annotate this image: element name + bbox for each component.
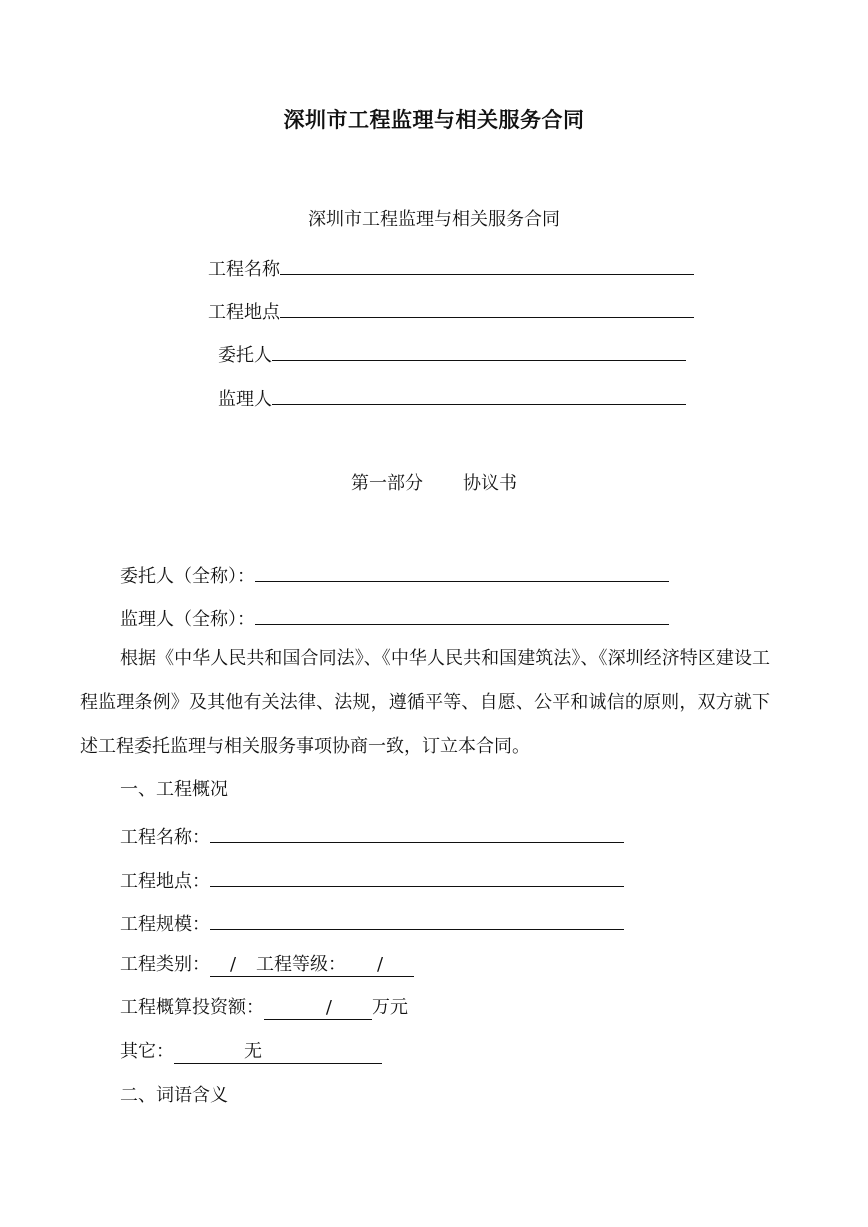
- cover-project-location-label: 工程地点: [208, 302, 280, 323]
- budget-value[interactable]: [264, 997, 372, 1020]
- cover-project-name-label: 工程名称: [208, 259, 280, 280]
- cover-client-row: [218, 340, 686, 368]
- client-fullname-label: 委托人（全称）：: [120, 566, 255, 587]
- cover-project-location-row: [208, 297, 694, 325]
- supervisor-fullname-row: [120, 604, 669, 632]
- budget-row: [120, 996, 408, 1020]
- project-name-label: 工程名称：: [120, 827, 210, 848]
- project-scale-label: 工程规模：: [120, 914, 210, 935]
- other-label: 其它：: [120, 1041, 174, 1062]
- budget-value-text: /: [325, 997, 332, 1018]
- cover-project-name-row: [208, 254, 694, 282]
- cover-supervisor-blank[interactable]: [272, 384, 686, 405]
- section2-heading: 二、词语含义: [120, 1085, 228, 1106]
- supervisor-fullname-label: 监理人（全称）：: [120, 609, 255, 630]
- client-fullname-blank[interactable]: [255, 561, 669, 582]
- cover-project-location-blank[interactable]: [280, 297, 694, 318]
- budget-label: 工程概算投资额：: [120, 997, 264, 1018]
- category-grade-row: [120, 953, 414, 977]
- part-one-name: 协议书: [463, 473, 517, 494]
- cover-supervisor-label: 监理人: [218, 389, 272, 410]
- project-location-label: 工程地点：: [120, 871, 210, 892]
- other-row: [120, 1040, 382, 1064]
- project-scale-row: [120, 909, 624, 937]
- grade-value[interactable]: /: [346, 954, 414, 977]
- project-location-blank[interactable]: [210, 866, 624, 887]
- cover-project-name-blank[interactable]: [280, 254, 694, 275]
- budget-unit: 万元: [372, 997, 408, 1018]
- part-one-label: 第一部分: [351, 473, 423, 494]
- project-name-blank[interactable]: [210, 822, 624, 843]
- project-name-row: [120, 822, 624, 850]
- document-title: 深圳市工程监理与相关服务合同: [283, 108, 585, 132]
- cover-client-blank[interactable]: [272, 340, 686, 361]
- cover-supervisor-row: [218, 384, 686, 412]
- other-value-text: 无: [244, 1041, 262, 1062]
- section1-heading: 一、工程概况: [120, 779, 228, 800]
- cover-subtitle: 深圳市工程监理与相关服务合同: [308, 209, 560, 230]
- preamble-paragraph: 根据《中华人民共和国合同法》、《中华人民共和国建筑法》、《深圳经济特区建设工程监理条例》及其他有关法律、法规，遵循平等、自愿、公平和诚信的原则，双方就下述工程委托监理与相关服务事项协商一致，订立本合同。: [80, 648, 770, 757]
- supervisor-fullname-blank[interactable]: [255, 604, 669, 625]
- project-scale-blank[interactable]: [210, 909, 624, 930]
- project-location-row: [120, 866, 624, 894]
- other-value[interactable]: [174, 1041, 382, 1064]
- category-label: 工程类别：: [120, 954, 210, 975]
- category-value[interactable]: /: [210, 954, 256, 977]
- client-fullname-row: [120, 561, 669, 589]
- cover-client-label: 委托人: [218, 345, 272, 366]
- grade-label: 工程等级：: [256, 954, 346, 975]
- part-one-heading: [0, 472, 868, 496]
